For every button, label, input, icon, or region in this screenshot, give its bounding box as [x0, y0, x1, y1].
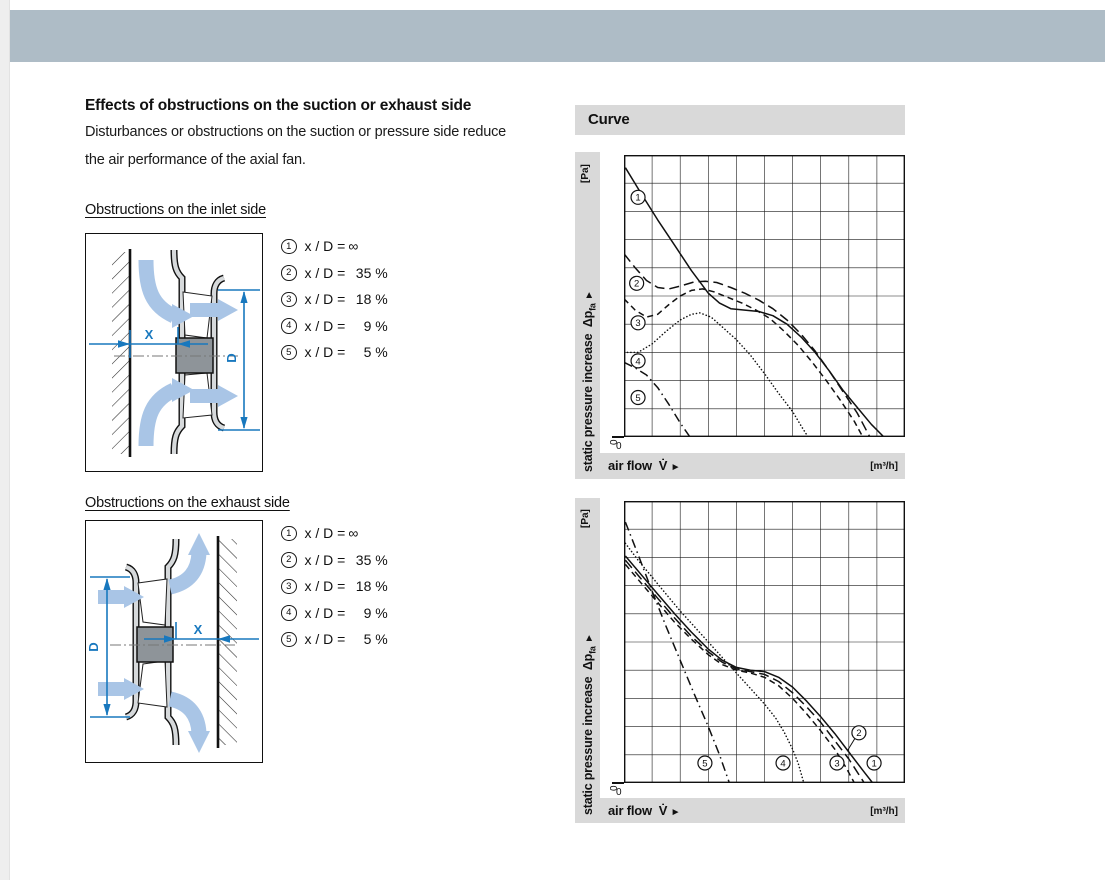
legend-row [281, 286, 521, 313]
exhaust-diagram [85, 520, 263, 763]
legend-unit: % [371, 291, 388, 308]
legend-number-badge: 1 [281, 526, 297, 542]
legend-ratio-label: x / D = [304, 344, 346, 361]
chart1-xlabel-symbol: V̇ [658, 458, 668, 473]
legend-ratio-label: x / D = [304, 264, 346, 281]
legend-unit: % [371, 631, 388, 648]
legend-ratio-label: x / D = [304, 578, 346, 595]
curve-label-2 [852, 726, 866, 740]
legend-row [281, 626, 521, 653]
legend-ratio-label: x / D = [304, 604, 346, 621]
legend-number-badge: 4 [281, 605, 297, 621]
chart2-y-axis-label [581, 633, 598, 815]
chart1-xlabel-text: air flow [608, 458, 652, 473]
chart2-x-axis-label [608, 803, 680, 818]
legend-number-badge: 3 [281, 292, 297, 308]
legend-number-badge: 2 [281, 265, 297, 281]
exhaust-diagram-drawing [86, 521, 262, 762]
chart1-y-unit: [Pa] [580, 164, 591, 183]
legend-ratio-label: x / D = [304, 525, 346, 542]
legend-unit: % [371, 604, 388, 621]
chart2-y-origin: 0 [609, 785, 620, 791]
legend-unit: % [371, 317, 388, 334]
page-title: Effects of obstructions on the suction or exhaust side [85, 97, 472, 114]
chart2-ylabel-text: static pressure increase [581, 676, 595, 815]
svg-text:4: 4 [780, 758, 786, 770]
legend-row [281, 520, 521, 547]
legend-value: 18 [355, 578, 372, 595]
chart1-x-unit: [m³/h] [870, 461, 898, 472]
legend-ratio-label: x / D = [304, 291, 346, 308]
curve-label-5 [631, 391, 645, 405]
svg-text:3: 3 [834, 758, 840, 770]
chart1-x-axis-label [608, 458, 680, 473]
x-dim-label: X [144, 327, 154, 342]
chart2-ylabel-sub: fa [587, 646, 598, 654]
legend-number-badge: 3 [281, 579, 297, 595]
chart1-y-origin: 0 [609, 439, 620, 445]
legend-number-badge: 4 [281, 318, 297, 334]
legend-ratio-label: x / D = [304, 238, 346, 255]
fan-blade-top [138, 579, 167, 625]
chart2-origin-tick [612, 782, 624, 784]
svg-text:1: 1 [635, 192, 641, 204]
legend-ratio-label: x / D = [304, 317, 346, 334]
chart2-y-unit: [Pa] [580, 509, 591, 528]
page-header-band [10, 10, 1105, 62]
svg-text:4: 4 [635, 356, 641, 368]
chart1-plot [624, 155, 905, 437]
legend-row [281, 260, 521, 287]
legend-ratio-label: x / D = [304, 551, 346, 568]
curve-label-4 [776, 756, 790, 770]
chart2-plot [624, 501, 905, 783]
legend-ratio-label: x / D = [304, 631, 346, 648]
legend-value: 5 [363, 344, 372, 361]
chart1-xaxis-arrow-icon: ► [670, 462, 681, 473]
chart2-ylabel-symbol: Δp [581, 653, 595, 671]
legend-number-badge: 5 [281, 345, 297, 361]
curve-label-3 [830, 756, 844, 770]
chart2-yaxis-arrow-icon: ► [584, 633, 595, 643]
legend-number-badge: 2 [281, 552, 297, 568]
d-dim-label: D [86, 642, 101, 652]
chart1-origin-tick [612, 436, 624, 438]
legend-row [281, 233, 521, 260]
legend-value: 9 [363, 317, 372, 334]
legend-value: 35 [355, 264, 372, 281]
legend-unit: % [371, 264, 388, 281]
legend-value: 5 [363, 631, 372, 648]
body-text-line-2: the air performance of the axial fan. [85, 152, 306, 168]
page-left-margin [0, 0, 10, 880]
curve-panel-header: Curve [575, 105, 905, 135]
curve-label-5 [698, 756, 712, 770]
inlet-diagram-drawing [86, 234, 262, 471]
curve-label-4 [631, 354, 645, 368]
curve-label-1 [867, 756, 881, 770]
curve-label-3 [631, 316, 645, 330]
curve-label-2 [630, 276, 644, 290]
svg-text:1: 1 [871, 758, 877, 770]
svg-text:2: 2 [633, 278, 640, 290]
legend-number-badge: 5 [281, 632, 297, 648]
legend-unit: % [371, 344, 388, 361]
chart2-xlabel-text: air flow [608, 803, 652, 818]
legend-value: 9 [363, 604, 372, 621]
svg-text:2: 2 [856, 728, 862, 740]
body-text-line-1: Disturbances or obstructions on the suction or pressure side reduce [85, 124, 507, 140]
legend-value: 18 [355, 291, 372, 308]
chart1-y-axis-label [581, 290, 598, 472]
legend-number-badge: 1 [281, 239, 297, 255]
fan-blade-bottom [138, 661, 167, 707]
chart1-ylabel-text: static pressure increase [581, 333, 595, 472]
section-title-inlet: Obstructions on the inlet side [85, 202, 266, 218]
chart2-xlabel-symbol: V̇ [658, 803, 668, 818]
d-dim-label: D [224, 353, 239, 363]
legend-value: ∞ [348, 238, 359, 255]
legend-unit: % [371, 551, 388, 568]
legend-row [281, 547, 521, 574]
chart1-x-origin: 0 [616, 441, 622, 452]
legend-row [281, 339, 521, 366]
legend-value: 35 [355, 551, 372, 568]
chart2-x-unit: [m³/h] [870, 806, 898, 817]
legend-value: ∞ [348, 525, 359, 542]
legend-row [281, 600, 521, 627]
chart1-ylabel-sub: fa [587, 303, 598, 311]
legend-unit: % [371, 578, 388, 595]
svg-text:5: 5 [702, 758, 708, 770]
chart2-x-origin: 0 [616, 787, 622, 798]
exhaust-legend [281, 520, 521, 653]
svg-text:3: 3 [635, 318, 641, 330]
chart2-xaxis-arrow-icon: ► [670, 807, 681, 818]
svg-text:5: 5 [635, 392, 641, 404]
inlet-diagram [85, 233, 263, 472]
legend-row [281, 313, 521, 340]
curve-label-1 [631, 190, 645, 204]
chart1-yaxis-arrow-icon: ► [584, 290, 595, 300]
section-title-exhaust: Obstructions on the exhaust side [85, 495, 290, 511]
chart1-ylabel-symbol: Δp [581, 310, 595, 328]
inlet-legend [281, 233, 521, 366]
x-dim-label: X [193, 622, 203, 637]
legend-row [281, 573, 521, 600]
wall-hatching [112, 252, 130, 454]
